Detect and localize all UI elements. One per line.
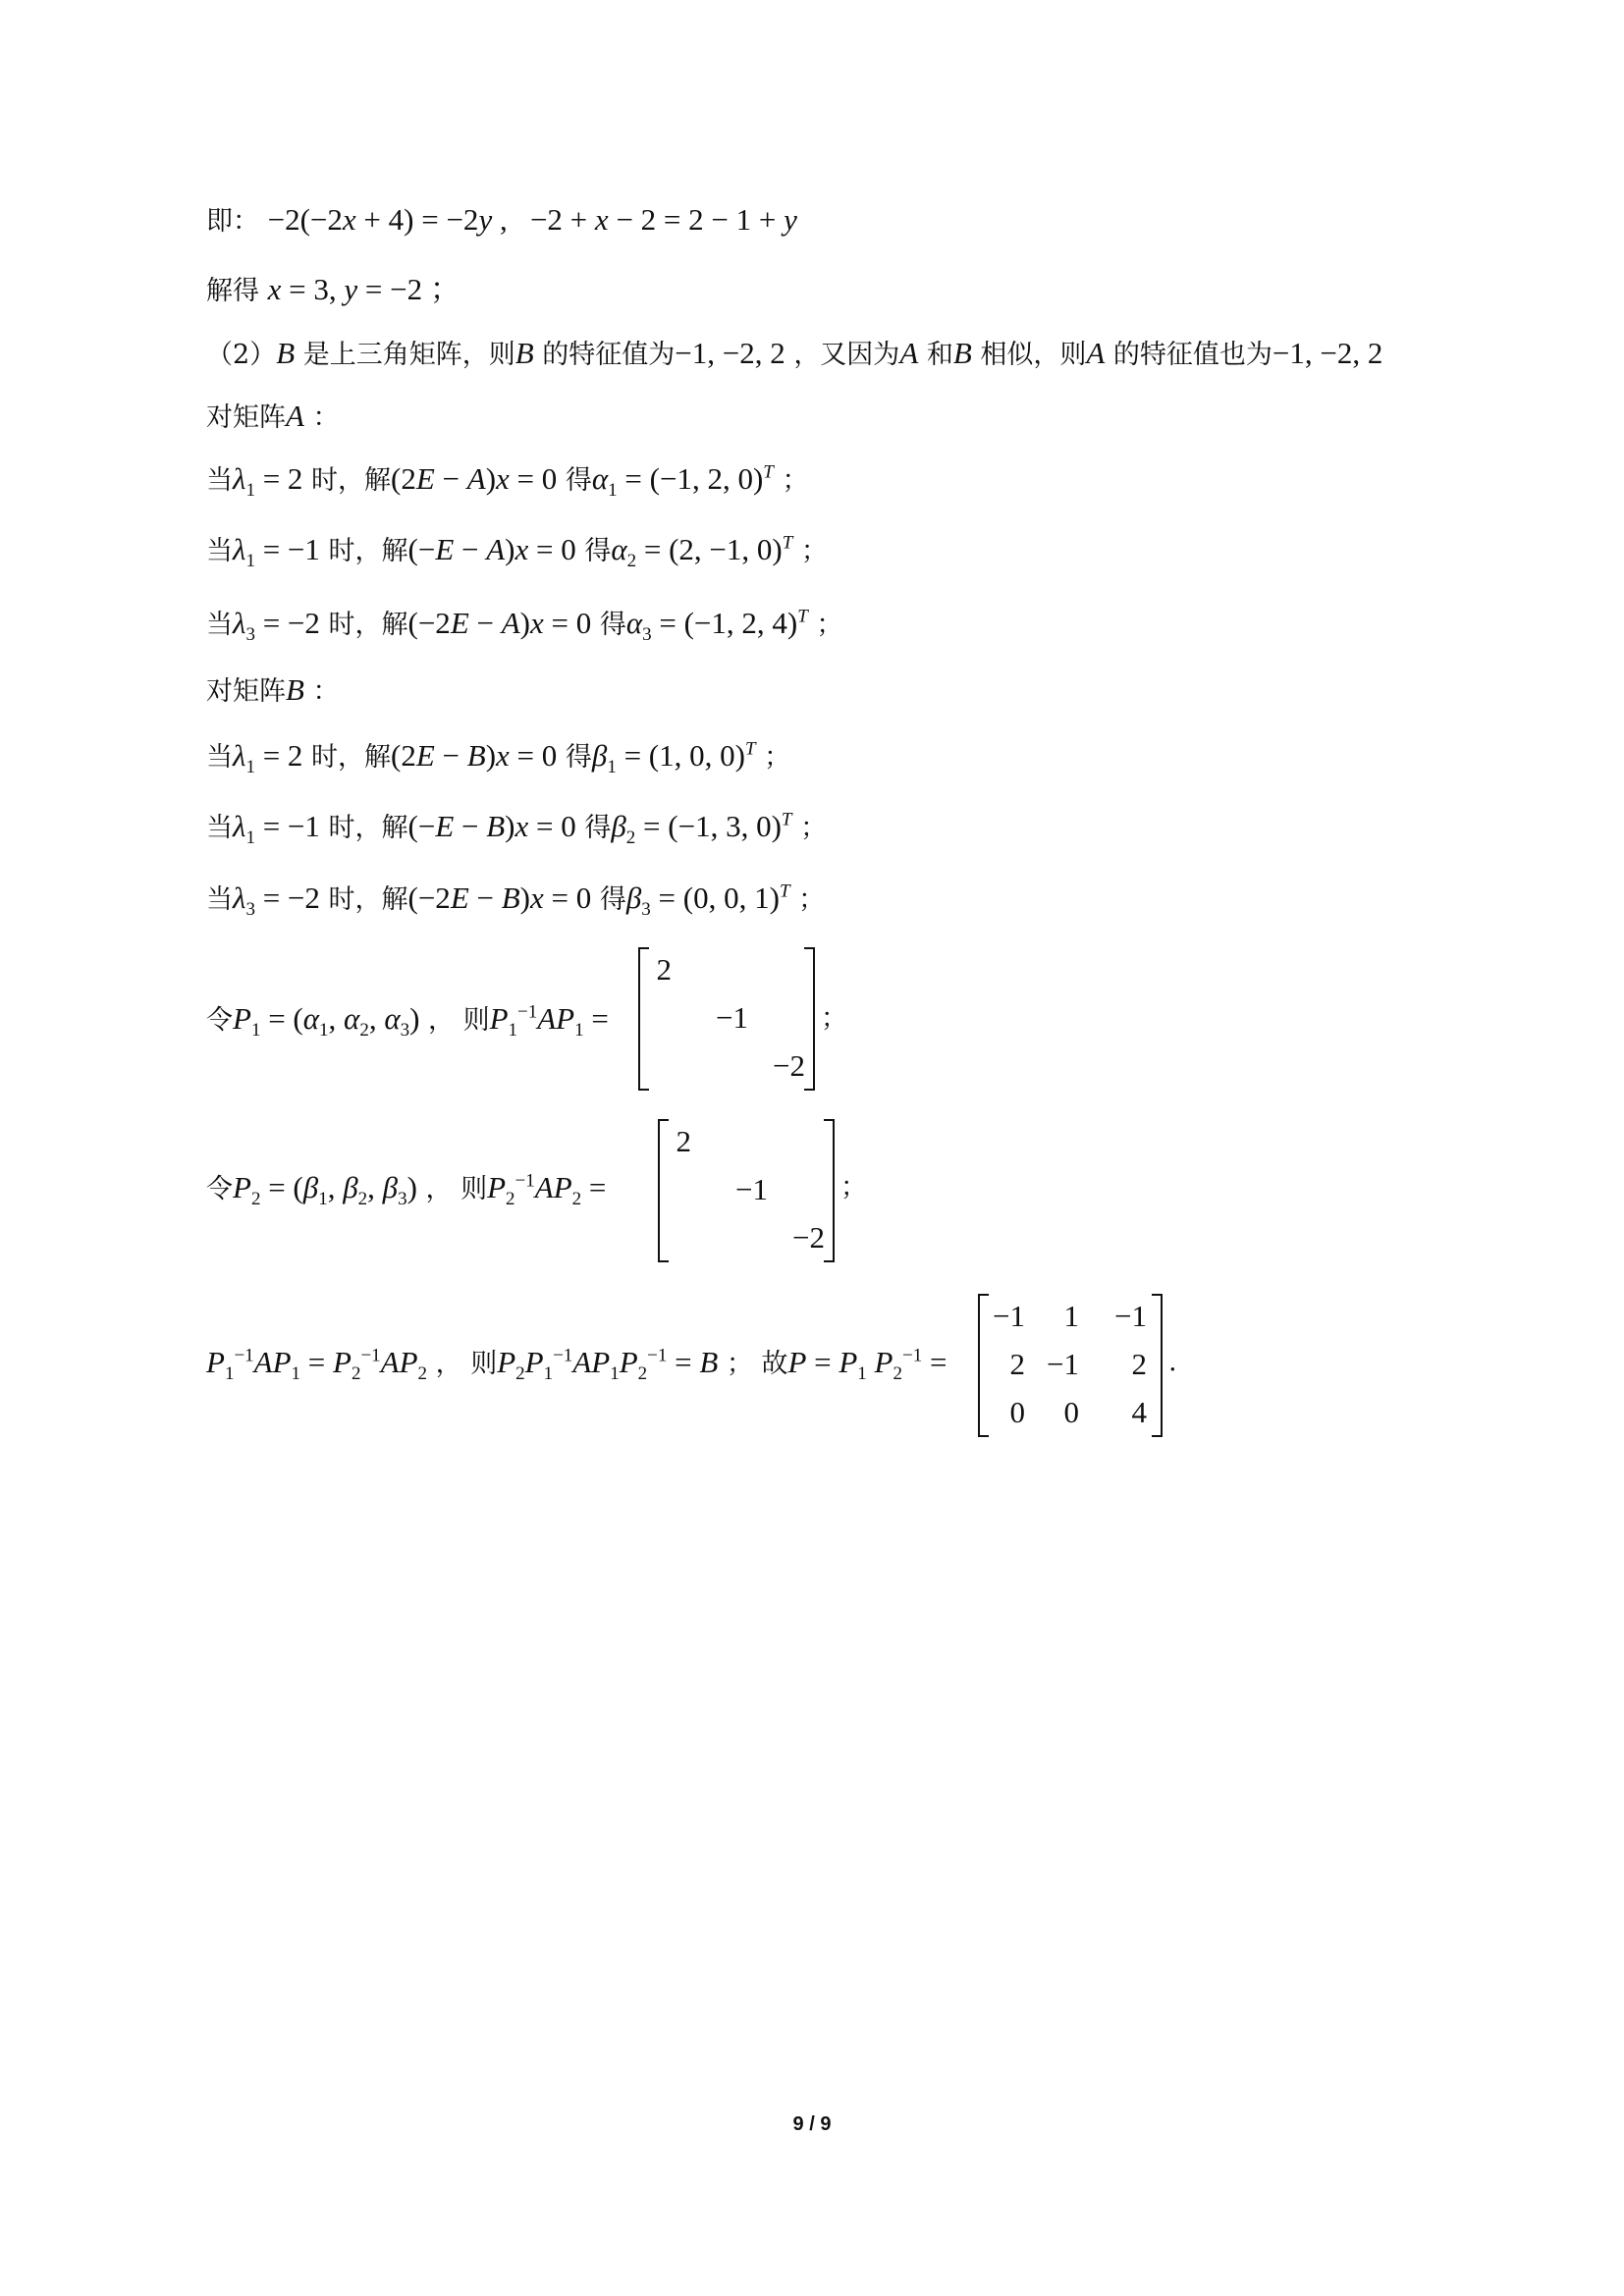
matrix-cell: 2: [656, 952, 672, 987]
equation: $\lambda_1 = -1$: [233, 809, 320, 849]
text-line-1: [206, 200, 797, 241]
text: 得: [599, 884, 626, 915]
equation: (−2E − B)x = 0: [407, 881, 592, 915]
page-number: 9 / 9: [792, 2113, 832, 2135]
right-bracket: [824, 1119, 835, 1262]
period: .: [1168, 1347, 1177, 1377]
text: 是上三角矩阵，则: [302, 340, 515, 370]
text-line-7: 当$\lambda_3 = -2$ 时，解(−2E − A)x = 0 得$\alpha_3 = (-1$, 2, 4)$^T$ ；: [206, 606, 843, 646]
matrix-cell: 2: [676, 1124, 691, 1158]
matrix-cell: 0: [1009, 1395, 1025, 1429]
text: 对矩阵: [206, 402, 286, 433]
var: A: [286, 399, 304, 433]
equation: $\alpha_1 = (-1$, 2, 0)$^T$: [591, 461, 774, 502]
equation: $P = P_1$ $P_2^{-1}$ =: [787, 1345, 947, 1385]
equation: $P_1^{-1}AP_1$ =: [489, 1001, 609, 1041]
equation: (2E − A)x = 0: [391, 461, 558, 496]
values: −1, −2, 2: [675, 336, 785, 370]
equation: (2E − B)x = 0: [391, 738, 558, 773]
text: 当: [206, 884, 233, 915]
text: 时，解: [328, 536, 408, 566]
matrix-cell: −2: [792, 1220, 825, 1255]
matrix-cell: −1: [1114, 1299, 1147, 1333]
equation: $\beta_1 = (1$, 0, 0)$^T$: [591, 738, 756, 778]
text: 令: [206, 1005, 233, 1036]
text: 时，解: [311, 465, 392, 496]
var: A: [899, 336, 919, 370]
text-line-12: 令$P_1 = (\alpha_1$, $\alpha_2$, $\alpha_3$) ， 则$P_1^{-1}AP_1$ =: [206, 1001, 609, 1041]
text: 得: [565, 465, 592, 496]
text: 得: [584, 536, 612, 566]
text: 则: [470, 1349, 498, 1379]
matrix-cell: −1: [735, 1172, 768, 1206]
right-bracket: [1152, 1294, 1163, 1437]
text: 对矩阵: [206, 676, 286, 707]
right-bracket: [804, 947, 815, 1091]
text: 当: [206, 813, 233, 843]
text: 时，解: [328, 884, 408, 915]
matrix-cell: −1: [993, 1299, 1025, 1333]
text: 的特征值也为: [1112, 340, 1272, 370]
text: 则: [462, 1005, 490, 1036]
text: 时，解: [311, 742, 392, 773]
text: 当: [206, 536, 233, 566]
matrix-cell: 0: [1063, 1395, 1079, 1429]
text: 时，解: [328, 610, 408, 640]
equation: $\beta_3 = (0$, 0, 1)$^T$: [625, 881, 790, 921]
text: 则: [460, 1174, 488, 1204]
text-line-10: 当$\lambda_1 = -1$ 时，解(−E − B)x = 0 得$\beta_2 = (-1$, 3, 0)$^T$ ；: [206, 809, 828, 849]
line-prefix: 即：: [206, 206, 259, 237]
equation: (−2E − A)x = 0: [407, 606, 592, 640]
equation: $\lambda_1 = 2$: [233, 738, 303, 778]
equation: $P_1 = (\alpha_1$, $\alpha_2$, $\alpha_3$): [233, 1001, 420, 1041]
equation: $\lambda_1 = 2$: [233, 461, 303, 502]
text: 的特征值为: [542, 340, 676, 370]
var: B: [276, 336, 296, 370]
var: A: [1086, 336, 1106, 370]
text: 时，解: [328, 813, 408, 843]
equation: $P_2P_1^{-1}AP_1P_2^{-1} = B$: [497, 1345, 719, 1385]
equation: $\lambda_3 = -2$: [233, 606, 320, 646]
matrix-cell: 2: [1131, 1347, 1147, 1381]
values: −1, −2, 2: [1272, 336, 1383, 370]
text: 和: [926, 340, 953, 370]
semicolon: ；: [840, 1172, 867, 1202]
equation: $P_2^{-1}AP_2$ =: [487, 1170, 607, 1210]
matrix-cell: −1: [716, 1000, 748, 1035]
matrix-cell: 2: [1009, 1347, 1025, 1381]
equation: −2(−2x + 4) = −2y , −2 + x − 2 = 2 − 1 + y: [267, 202, 797, 237]
equation: x = 3, y = −2 ；: [267, 272, 460, 306]
diagonal-matrix-2: [658, 1119, 835, 1262]
equation: (−E − A)x = 0: [407, 532, 576, 566]
text: ，又因为: [793, 340, 900, 370]
part-label: （2）: [206, 340, 277, 370]
text-line-2: [206, 270, 460, 311]
semicolon: ；: [821, 1003, 847, 1034]
equation: $P_1^{-1}AP_1 = P_2^{-1}AP_2$: [206, 1345, 428, 1385]
text-line-9: 当$\lambda_1 = 2$ 时，解(2E − B)x = 0 得$\beta_1 = (1$, 0, 0)$^T$ ；: [206, 738, 791, 778]
text-line-11: 当$\lambda_3 = -2$ 时，解(−2E − B)x = 0 得$\beta_3 = (0$, 0, 1)$^T$ ；: [206, 881, 826, 921]
var: B: [514, 336, 534, 370]
line-prefix: 解得: [206, 276, 259, 306]
equation: $\lambda_3 = -2$: [233, 881, 320, 921]
equation: $\alpha_2 = (2$, −1, 0)$^T$: [611, 532, 793, 572]
matrix-cell: −1: [1047, 1347, 1079, 1381]
matrix-cell: 4: [1131, 1395, 1147, 1429]
text-line-14: $P_1^{-1}AP_1 = P_2^{-1}AP_2$ ， 则$P_2P_1^{-1}AP_1P_2^{-1} = B$ ； 故$P = P_1$ $P_2^{-1}$ =: [206, 1345, 947, 1385]
equation: $\beta_2 = (-1$, 3, 0)$^T$: [611, 809, 792, 849]
text: 令: [206, 1174, 233, 1204]
text: 相似，则: [980, 340, 1087, 370]
text-line-5: 当$\lambda_1 = 2$ 时，解(2E − A)x = 0 得$\alpha_1 = (-1$, 2, 0)$^T$ ；: [206, 461, 809, 502]
text-line-8: 对矩阵B ：: [206, 672, 340, 707]
text: 当: [206, 610, 233, 640]
text: 得: [584, 813, 612, 843]
text: 当: [206, 465, 233, 496]
diagonal-matrix-1: [638, 947, 815, 1091]
matrix-P: [978, 1294, 1163, 1437]
text-line-3: [206, 334, 1382, 375]
text: 得: [565, 742, 592, 773]
text: 故: [761, 1349, 788, 1379]
text-line-6: 当$\lambda_1 = -1$ 时，解(−E − A)x = 0 得$\alpha_2 = (2$, −1, 0)$^T$ ；: [206, 532, 828, 572]
matrix-cell: −2: [773, 1048, 805, 1083]
equation: $\lambda_1 = -1$: [233, 532, 320, 572]
text: 当: [206, 742, 233, 773]
equation: (−E − B)x = 0: [407, 809, 576, 843]
matrix-cell: 1: [1063, 1299, 1079, 1333]
equation: $P_2 = (\beta_1$, $\beta_2$, $\beta_3$): [233, 1170, 417, 1210]
text-line-4: 对矩阵A ：: [206, 399, 340, 433]
text-line-13: 令$P_2 = (\beta_1$, $\beta_2$, $\beta_3$) ， 则$P_2^{-1}AP_2$ =: [206, 1170, 607, 1210]
var: B: [286, 672, 304, 707]
var: B: [952, 336, 972, 370]
text: 得: [599, 610, 626, 640]
equation: $\alpha_3 = (-1$, 2, 4)$^T$: [625, 606, 808, 646]
